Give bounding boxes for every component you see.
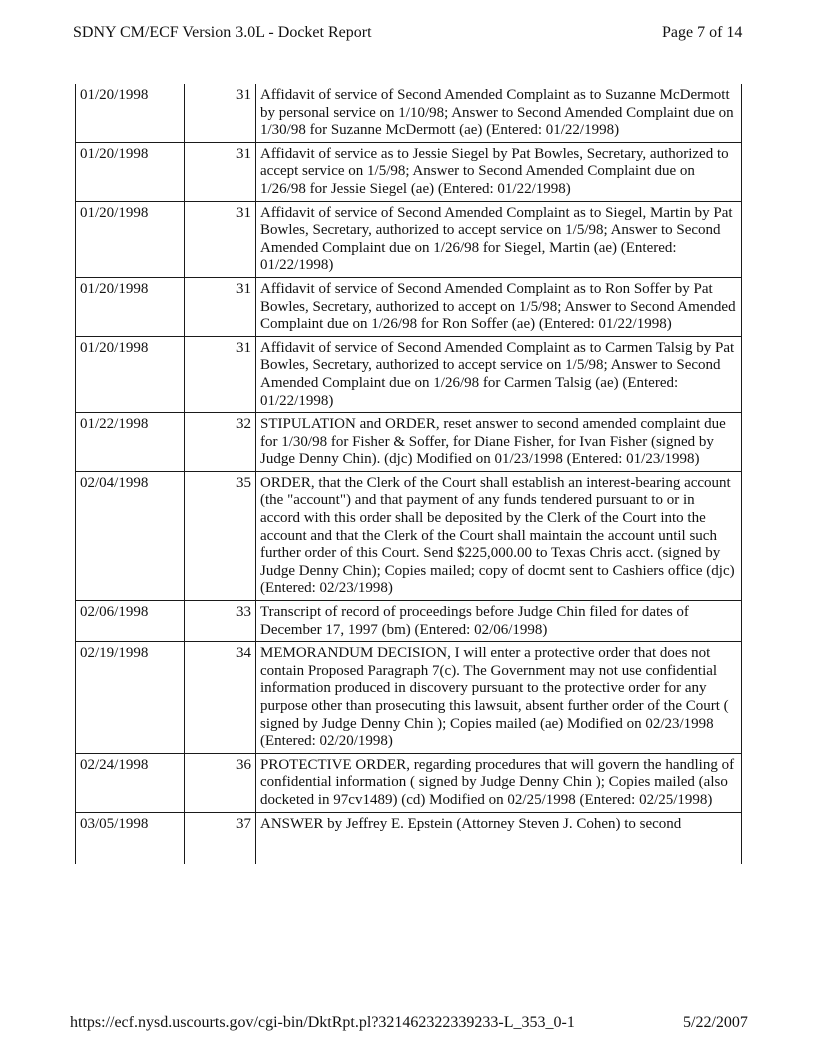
docket-table xyxy=(75,84,742,864)
entry-text: STIPULATION and ORDER, reset answer to second amended complaint due for 1/30/98 for Fisher & Soffer, for Diane Fisher, for Ivan Fisher (signed by Judge Denny Chin). (djc) Modified on 01/23/1998 (Entered: 01/23/1998) xyxy=(256,413,742,472)
entry-number: 31 xyxy=(185,336,256,412)
docket-entry-row xyxy=(76,642,742,754)
docket-entry-row xyxy=(76,84,742,142)
entry-date: 03/05/1998 xyxy=(76,812,185,864)
entry-date: 02/04/1998 xyxy=(76,471,185,600)
docket-entry-row xyxy=(76,471,742,600)
entry-number: 37 xyxy=(185,812,256,864)
entry-date: 01/22/1998 xyxy=(76,413,185,472)
entry-date: 01/20/1998 xyxy=(76,142,185,201)
entry-number: 33 xyxy=(185,601,256,642)
entry-text: MEMORANDUM DECISION, I will enter a protective order that does not contain Proposed Paragraph 7(c). The Government may not use confidential information produced in discovery pursuant to the protective order for any purpose other than prosecuting this lawsuit, absent further order of the Court ( signed by Judge Denny Chin ); Copies mailed (ae) Modified on 02/23/1998 (Entered: 02/20/1998) xyxy=(256,642,742,754)
docket-entry-row xyxy=(76,277,742,336)
docket-entry-row xyxy=(76,142,742,201)
docket-entry-row xyxy=(76,413,742,472)
entry-number: 36 xyxy=(185,753,256,812)
entry-text: Affidavit of service of Second Amended Complaint as to Siegel, Martin by Pat Bowles, Secretary, authorized to accept service on 1/5/98; Answer to Second Amended Complaint due on 1/26/98 for Siegel, Martin (ae) (Entered: 01/22/1998) xyxy=(256,201,742,277)
entry-text: ANSWER by Jeffrey E. Epstein (Attorney Steven J. Cohen) to second xyxy=(256,812,742,864)
entry-date: 01/20/1998 xyxy=(76,277,185,336)
entry-number: 31 xyxy=(185,277,256,336)
entry-date: 02/06/1998 xyxy=(76,601,185,642)
docket-entry-row xyxy=(76,812,742,864)
entry-text: Transcript of record of proceedings before Judge Chin filed for dates of December 17, 1997 (bm) (Entered: 02/06/1998) xyxy=(256,601,742,642)
entry-date: 01/20/1998 xyxy=(76,84,185,142)
entry-number: 32 xyxy=(185,413,256,472)
docket-entry-row xyxy=(76,601,742,642)
docket-entry-row xyxy=(76,753,742,812)
entry-date: 02/24/1998 xyxy=(76,753,185,812)
footer-url: https://ecf.nysd.uscourts.gov/cgi-bin/DktRpt.pl?321462322339233-L_353_0-1 xyxy=(70,1014,575,1031)
docket-table-container xyxy=(75,84,741,864)
entry-text: Affidavit of service of Second Amended Complaint as to Carmen Talsig by Pat Bowles, Secretary, authorized to accept service on 1/5/98; Answer to Second Amended Complaint due on 1/26/98 for Carmen Talsig (ae) (Entered: 01/22/1998) xyxy=(256,336,742,412)
report-title: SDNY CM/ECF Version 3.0L - Docket Report xyxy=(73,24,372,41)
entry-number: 35 xyxy=(185,471,256,600)
entry-date: 02/19/1998 xyxy=(76,642,185,754)
entry-text: PROTECTIVE ORDER, regarding procedures that will govern the handling of confidential information ( signed by Judge Denny Chin ); Copies mailed (also docketed in 97cv1489) (cd) Modified on 02/25/1998 (Entered: 02/25/1998) xyxy=(256,753,742,812)
entry-date: 01/20/1998 xyxy=(76,201,185,277)
page-number: Page 7 of 14 xyxy=(662,24,743,41)
entry-number: 34 xyxy=(185,642,256,754)
entry-number: 31 xyxy=(185,84,256,142)
entry-number: 31 xyxy=(185,201,256,277)
docket-entry-row xyxy=(76,201,742,277)
entry-text: Affidavit of service of Second Amended Complaint as to Suzanne McDermott by personal service on 1/10/98; Answer to Second Amended Complaint due on 1/30/98 for Suzanne McDermott (ae) (Entered: 01/22/1998) xyxy=(256,84,742,142)
entry-number: 31 xyxy=(185,142,256,201)
entry-text: Affidavit of service as to Jessie Siegel by Pat Bowles, Secretary, authorized to accept service on 1/5/98; Answer to Second Amended Complaint due on 1/26/98 for Jessie Siegel (ae) (Entered: 01/22/1998) xyxy=(256,142,742,201)
docket-entry-row xyxy=(76,336,742,412)
entry-text: ORDER, that the Clerk of the Court shall establish an interest-bearing account (the "account") and that payment of any funds tendered pursuant to or in accord with this order shall be deposited by the Clerk of the Court into the account and that the Clerk of the Court shall maintain the account until such further order of this Court. Send $225,000.00 to Texas Chris acct. (signed by Judge Denny Chin); Copies mailed; copy of docmt sent to Cashiers office (djc) (Entered: 02/23/1998) xyxy=(256,471,742,600)
entry-date: 01/20/1998 xyxy=(76,336,185,412)
entry-text: Affidavit of service of Second Amended Complaint as to Ron Soffer by Pat Bowles, Secretary, authorized to accept on 1/5/98; Answer to Second Amended Complaint due on 1/26/98 for Ron Soffer (ae) (Entered: 01/22/1998) xyxy=(256,277,742,336)
footer-date: 5/22/2007 xyxy=(683,1014,748,1031)
